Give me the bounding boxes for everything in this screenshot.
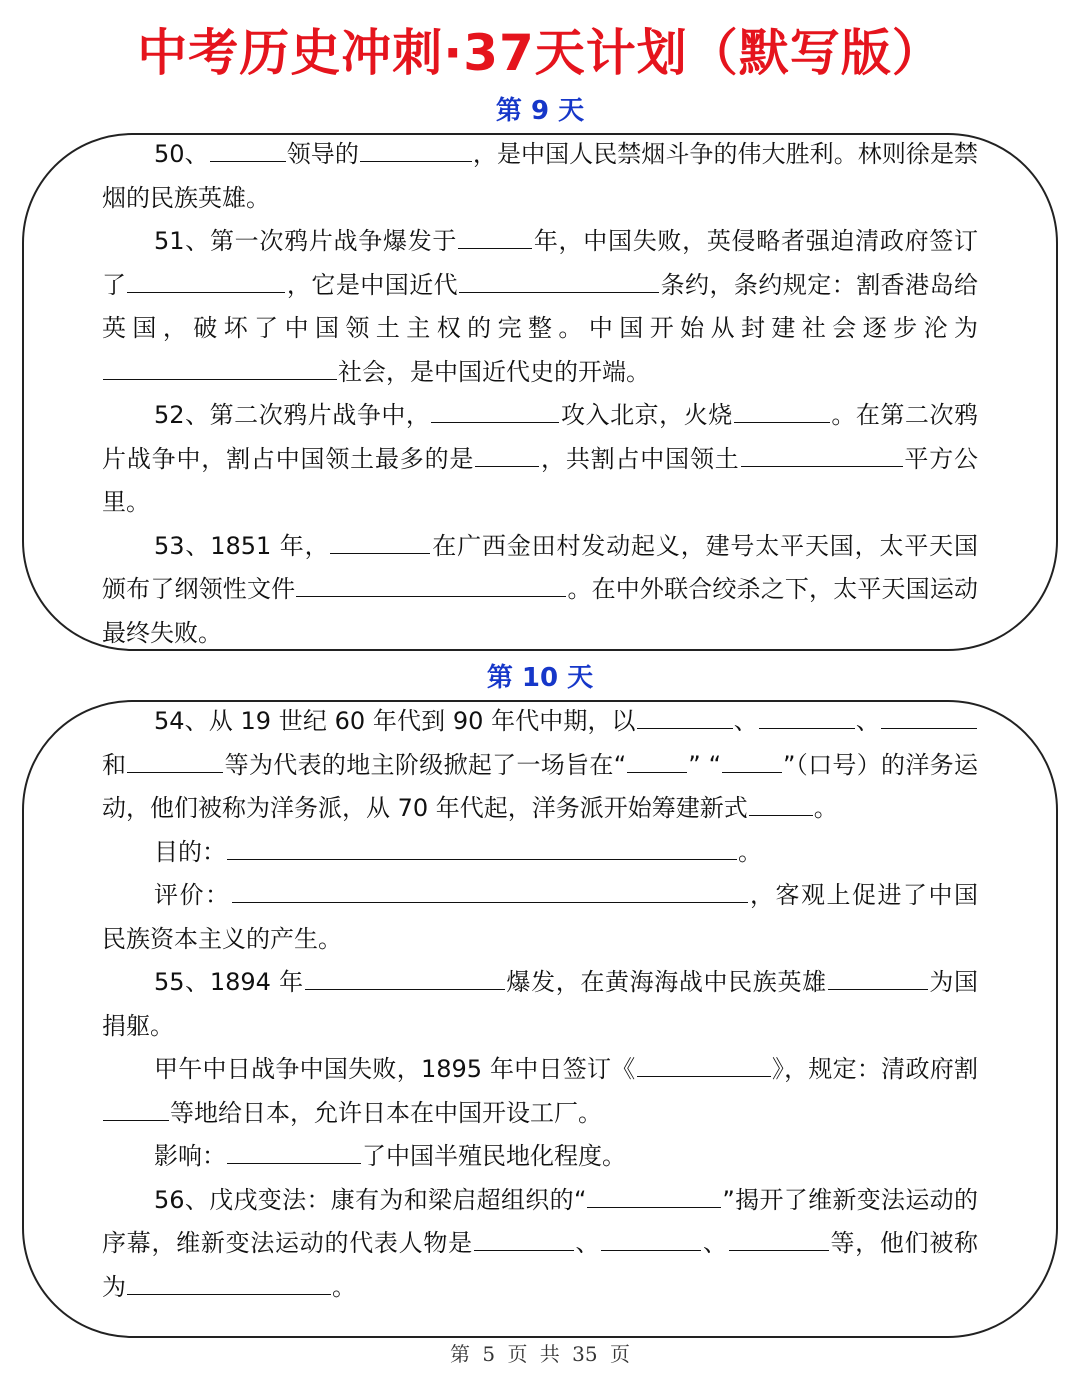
page-footer: 第 5 页 共 35 页 (450, 1342, 630, 1366)
day-9-content (102, 133, 978, 655)
day-9-heading: 第 9 天 (495, 96, 585, 126)
blank (722, 744, 782, 773)
question-56: 56、戊戌变法：康有为和梁启超组织的“ ”揭开了维新变法运动的序幕，维新变法运动的代表人物是 、 、 等，他们被称为 。 (102, 1179, 978, 1310)
blank (759, 700, 855, 729)
blank (305, 961, 505, 990)
blank (601, 1222, 701, 1251)
question-50: 50、 领导的 ，是中国人民禁烟斗争的伟大胜利。林则徐是禁烟的民族英雄。 (102, 133, 978, 220)
treaty-line: 甲午中日战争中国失败，1895 年中日签订《 》，规定：清政府割等地给日本，允许日本在中国开设工厂。 (102, 1048, 978, 1135)
question-55: 55、1894 年 爆发，在黄海海战中民族英雄 为国捐躯。 (102, 961, 978, 1048)
question-53: 53、1851 年， 在广西金田村发动起义，建号太平天国，太平天国颁布了纲领性文件 。在中外联合绞杀之下，太平天国运动最终失败。 (102, 525, 978, 656)
blank (474, 1222, 574, 1251)
impact-line: 影响： 了中国半殖民地化程度。 (102, 1135, 978, 1179)
blank (330, 525, 430, 554)
blank (103, 1092, 169, 1121)
blank (296, 568, 566, 597)
blank (637, 700, 733, 729)
blank (103, 351, 337, 380)
blank (637, 1048, 771, 1077)
blank (210, 133, 286, 162)
question-52: 52、第二次鸦片战争中， 攻入北京，火烧 。在第二次鸦片战争中，割占中国领土最多的是 ，共割占中国领土 平方公里。 (102, 394, 978, 525)
blank (627, 744, 687, 773)
blank (475, 438, 539, 467)
blank (458, 220, 532, 249)
day-10-content (102, 700, 978, 1309)
blank (127, 744, 223, 773)
blank (360, 133, 472, 162)
blank (227, 831, 737, 860)
blank (881, 700, 977, 729)
blank (127, 1266, 331, 1295)
blank (459, 264, 659, 293)
blank (227, 1135, 361, 1164)
blank (828, 961, 928, 990)
blank (729, 1222, 829, 1251)
blank (749, 787, 813, 816)
blank (127, 264, 285, 293)
question-54: 54、从 19 世纪 60 年代到 90 年代中期，以 、 、和 等为代表的地主阶级掀起了一场旨在“ ” “ ”（口号）的洋务运动，他们被称为洋务派，从 70 年代起，洋务派开始筹建新式 。 (102, 700, 978, 831)
blank (734, 394, 830, 423)
blank (741, 438, 903, 467)
page-title: 中考历史冲刺·37天计划（默写版） (137, 24, 943, 82)
blank (232, 874, 748, 903)
blank (587, 1179, 721, 1208)
purpose-line: 目的： 。 (102, 831, 978, 875)
evaluation-line: 评价： ，客观上促进了中国民族资本主义的产生。 (102, 874, 978, 961)
day-10-heading: 第 10 天 (486, 663, 594, 693)
blank (431, 394, 559, 423)
question-51: 51、第一次鸦片战争爆发于 年，中国失败，英侵略者强迫清政府签订了 ，它是中国近代 条约，条约规定：割香港岛给英国，破坏了中国领土主权的完整。中国开始从封建社会逐步沦为社会，是中国近代史的开端。 (102, 220, 978, 394)
